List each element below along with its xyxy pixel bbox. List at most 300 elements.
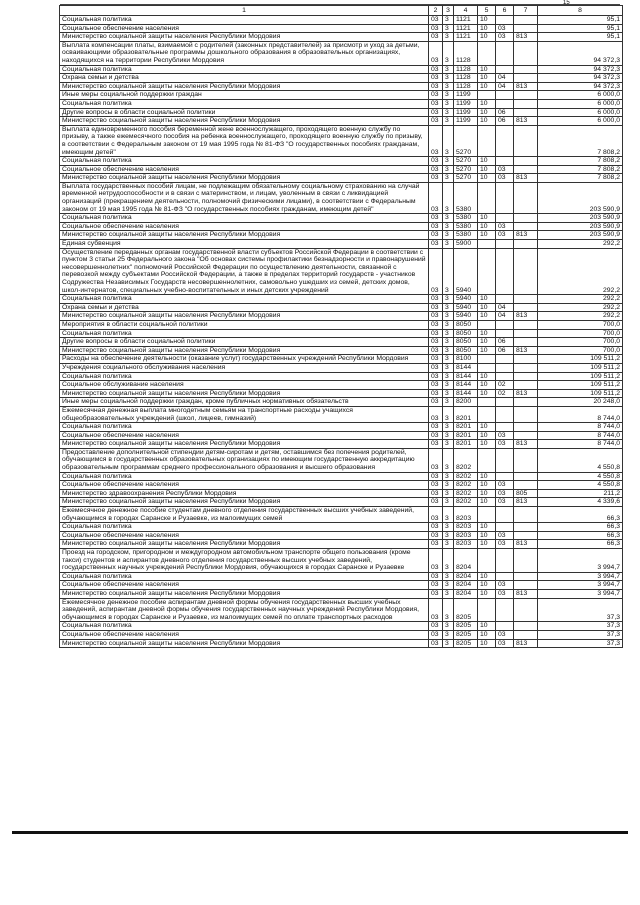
row-name-cell: Министерство социальной защиты населения Республики Мордовия: [60, 174, 429, 183]
code-cell: 03: [429, 312, 443, 321]
code-cell: 10: [478, 389, 496, 398]
code-cell: 8203: [454, 507, 478, 523]
row-name-cell: Ежемесячное денежное пособие студентам дневного отделения государственных высших учебных заведений, обучающимся в городах Саранске и Рузаевке, из малоимущих семей: [60, 507, 429, 523]
amount-cell: 37,3: [538, 630, 623, 639]
code-cell: 10: [478, 82, 496, 91]
code-cell: 5380: [454, 214, 478, 223]
code-cell: 03: [496, 498, 514, 507]
code-cell: 3: [443, 572, 454, 581]
amount-cell: 95,1: [538, 16, 623, 25]
table-row: [60, 240, 623, 249]
row-name-cell: Учреждения социального обслуживания населения: [60, 363, 429, 372]
amount-cell: 6 000,0: [538, 117, 623, 126]
code-cell: 10: [478, 489, 496, 498]
table-row: [60, 33, 623, 42]
row-name-cell: Социальное обеспечение населения: [60, 531, 429, 540]
code-cell: 5900: [454, 240, 478, 249]
code-cell: 10: [478, 312, 496, 321]
code-cell: 3: [443, 329, 454, 338]
code-cell: [496, 572, 514, 581]
code-cell: [478, 406, 496, 422]
code-cell: 04: [496, 303, 514, 312]
amount-cell: 66,3: [538, 523, 623, 532]
code-cell: 03: [429, 481, 443, 490]
code-cell: 03: [429, 24, 443, 33]
table-row: [60, 82, 623, 91]
code-cell: [496, 398, 514, 407]
row-name-cell: Социальная политика: [60, 99, 429, 108]
code-cell: [496, 372, 514, 381]
code-cell: 10: [478, 99, 496, 108]
table-row: [60, 423, 623, 432]
code-cell: [496, 523, 514, 532]
code-cell: 03: [429, 174, 443, 183]
row-name-cell: Социальная политика: [60, 622, 429, 631]
table-row: [60, 507, 623, 523]
amount-cell: 292,2: [538, 240, 623, 249]
table-row: [60, 99, 623, 108]
table-row: [60, 41, 623, 65]
code-cell: [496, 16, 514, 25]
code-cell: 10: [478, 481, 496, 490]
code-cell: [514, 125, 538, 156]
code-cell: 03: [496, 639, 514, 648]
code-cell: 8201: [454, 423, 478, 432]
code-cell: 03: [429, 572, 443, 581]
code-cell: 03: [429, 240, 443, 249]
code-cell: 3: [443, 598, 454, 622]
row-name-cell: Социальное обеспечение населения: [60, 165, 429, 174]
table-row: [60, 165, 623, 174]
code-cell: 3: [443, 639, 454, 648]
header-cell: 8: [538, 6, 623, 16]
code-cell: 3: [443, 157, 454, 166]
amount-cell: 95,1: [538, 24, 623, 33]
code-cell: 813: [514, 82, 538, 91]
code-cell: 10: [478, 572, 496, 581]
row-name-cell: Социальная политика: [60, 214, 429, 223]
row-name-cell: Социальная политика: [60, 572, 429, 581]
code-cell: 03: [496, 33, 514, 42]
code-cell: 10: [478, 65, 496, 74]
code-cell: 1199: [454, 91, 478, 100]
table-row: [60, 622, 623, 631]
table-row: [60, 481, 623, 490]
code-cell: 03: [429, 82, 443, 91]
code-cell: 813: [514, 639, 538, 648]
code-cell: 3: [443, 65, 454, 74]
row-name-cell: Социальная политика: [60, 472, 429, 481]
code-cell: 8144: [454, 381, 478, 390]
code-cell: 03: [429, 329, 443, 338]
code-cell: 8050: [454, 346, 478, 355]
row-name-cell: Министерство социальной защиты населения Республики Мордовия: [60, 231, 429, 240]
row-name-cell: Иные меры социальной поддержки граждан, кроме публичных нормативных обязательств: [60, 398, 429, 407]
code-cell: 3: [443, 108, 454, 117]
code-cell: [514, 448, 538, 472]
code-cell: [514, 581, 538, 590]
table-row: [60, 74, 623, 83]
code-cell: 10: [478, 472, 496, 481]
code-cell: [478, 398, 496, 407]
code-cell: 03: [429, 91, 443, 100]
table-row: [60, 639, 623, 648]
code-cell: 06: [496, 338, 514, 347]
code-cell: 3: [443, 622, 454, 631]
amount-cell: 203 590,9: [538, 222, 623, 231]
code-cell: 3: [443, 448, 454, 472]
code-cell: 03: [429, 423, 443, 432]
code-cell: 03: [429, 125, 443, 156]
code-cell: 8205: [454, 622, 478, 631]
amount-cell: 8 744,0: [538, 431, 623, 440]
amount-cell: 6 000,0: [538, 99, 623, 108]
code-cell: 813: [514, 389, 538, 398]
code-cell: [496, 406, 514, 422]
row-name-cell: Ежемесячная денежная выплата многодетным семьям на транспортные расходы учащихся общеобразовательных учреждений (школ, лицеев, гимназий): [60, 406, 429, 422]
code-cell: 03: [429, 295, 443, 304]
code-cell: 3: [443, 507, 454, 523]
code-cell: [514, 507, 538, 523]
row-name-cell: Министерство социальной защиты населения Республики Мордовия: [60, 540, 429, 549]
code-cell: 3: [443, 312, 454, 321]
code-cell: 03: [429, 489, 443, 498]
code-cell: 3: [443, 24, 454, 33]
table-row: [60, 581, 623, 590]
table-row: [60, 540, 623, 549]
code-cell: [496, 320, 514, 329]
row-name-cell: Министерство социальной защиты населения Республики Мордовия: [60, 589, 429, 598]
code-cell: 03: [429, 531, 443, 540]
code-cell: 3: [443, 16, 454, 25]
code-cell: 8050: [454, 329, 478, 338]
code-cell: [514, 481, 538, 490]
code-cell: [478, 448, 496, 472]
code-cell: 5270: [454, 174, 478, 183]
header-cell: 3: [443, 6, 454, 16]
code-cell: 03: [496, 540, 514, 549]
code-cell: [514, 165, 538, 174]
row-name-cell: Министерство социальной защиты населения Республики Мордовия: [60, 117, 429, 126]
row-name-cell: Министерство социальной защиты населения Республики Мордовия: [60, 312, 429, 321]
code-cell: 3: [443, 423, 454, 432]
code-cell: 8050: [454, 320, 478, 329]
code-cell: 5380: [454, 182, 478, 213]
table-row: [60, 16, 623, 25]
code-cell: 02: [496, 389, 514, 398]
code-cell: [514, 523, 538, 532]
code-cell: 03: [429, 523, 443, 532]
code-cell: 03: [429, 74, 443, 83]
amount-cell: 109 511,2: [538, 363, 623, 372]
code-cell: 10: [478, 329, 496, 338]
amount-cell: 37,3: [538, 639, 623, 648]
code-cell: [514, 91, 538, 100]
header-cell: 1: [60, 6, 429, 16]
header-cell: 5: [478, 6, 496, 16]
code-cell: [514, 572, 538, 581]
row-name-cell: Охрана семьи и детства: [60, 74, 429, 83]
code-cell: 8204: [454, 572, 478, 581]
code-cell: 03: [429, 41, 443, 65]
table-row: [60, 448, 623, 472]
row-name-cell: Единая субвенция: [60, 240, 429, 249]
code-cell: 3: [443, 381, 454, 390]
code-cell: 06: [496, 108, 514, 117]
code-cell: [514, 24, 538, 33]
code-cell: 8201: [454, 406, 478, 422]
code-cell: 3: [443, 398, 454, 407]
table-row: [60, 231, 623, 240]
table-row: [60, 174, 623, 183]
amount-cell: 6 000,0: [538, 91, 623, 100]
code-cell: 10: [478, 531, 496, 540]
code-cell: 10: [478, 346, 496, 355]
code-cell: 10: [478, 423, 496, 432]
code-cell: 10: [478, 440, 496, 449]
code-cell: [514, 472, 538, 481]
code-cell: [496, 214, 514, 223]
code-cell: 03: [429, 440, 443, 449]
code-cell: [478, 91, 496, 100]
table-row: [60, 125, 623, 156]
code-cell: [478, 549, 496, 573]
code-cell: 3: [443, 74, 454, 83]
code-cell: 10: [478, 498, 496, 507]
amount-cell: 8 744,0: [538, 440, 623, 449]
row-name-cell: Социальная политика: [60, 65, 429, 74]
code-cell: 03: [429, 320, 443, 329]
row-name-cell: Министерство социальной защиты населения Республики Мордовия: [60, 346, 429, 355]
table-row: [60, 589, 623, 598]
amount-cell: 3 994,7: [538, 581, 623, 590]
code-cell: 10: [478, 214, 496, 223]
code-cell: [496, 295, 514, 304]
code-cell: [514, 303, 538, 312]
code-cell: 813: [514, 498, 538, 507]
table-row: [60, 472, 623, 481]
amount-cell: 292,2: [538, 312, 623, 321]
code-cell: 03: [429, 99, 443, 108]
amount-cell: 8 744,0: [538, 406, 623, 422]
code-cell: 06: [496, 117, 514, 126]
amount-cell: 7 808,2: [538, 157, 623, 166]
table-row: [60, 363, 623, 372]
row-name-cell: Другие вопросы в области социальной политики: [60, 338, 429, 347]
code-cell: 03: [496, 165, 514, 174]
code-cell: [478, 507, 496, 523]
code-cell: 10: [478, 372, 496, 381]
code-cell: 03: [429, 346, 443, 355]
table-row: [60, 489, 623, 498]
code-cell: 1121: [454, 24, 478, 33]
code-cell: 3: [443, 346, 454, 355]
code-cell: [496, 182, 514, 213]
code-cell: 03: [429, 431, 443, 440]
code-cell: 03: [429, 165, 443, 174]
code-cell: 10: [478, 295, 496, 304]
code-cell: 1199: [454, 99, 478, 108]
amount-cell: 211,2: [538, 489, 623, 498]
code-cell: 10: [478, 630, 496, 639]
code-cell: 10: [478, 165, 496, 174]
row-name-cell: Социальная политика: [60, 523, 429, 532]
code-cell: 03: [429, 303, 443, 312]
code-cell: 813: [514, 540, 538, 549]
code-cell: [514, 372, 538, 381]
code-cell: 3: [443, 248, 454, 295]
row-name-cell: Социальная политика: [60, 329, 429, 338]
code-cell: [496, 248, 514, 295]
code-cell: 5940: [454, 248, 478, 295]
amount-cell: 66,3: [538, 507, 623, 523]
code-cell: [478, 598, 496, 622]
amount-cell: 700,0: [538, 329, 623, 338]
code-cell: 3: [443, 338, 454, 347]
row-name-cell: Социальное обеспечение населения: [60, 581, 429, 590]
code-cell: 10: [478, 622, 496, 631]
code-cell: [496, 41, 514, 65]
code-cell: 8144: [454, 389, 478, 398]
row-name-cell: Социальная политика: [60, 16, 429, 25]
row-name-cell: Другие вопросы в области социальной политики: [60, 108, 429, 117]
code-cell: 3: [443, 355, 454, 364]
code-cell: 03: [429, 248, 443, 295]
code-cell: 03: [496, 589, 514, 598]
code-cell: 03: [429, 16, 443, 25]
budget-table: [59, 5, 623, 648]
table-row: [60, 329, 623, 338]
code-cell: 03: [496, 531, 514, 540]
code-cell: [514, 622, 538, 631]
code-cell: 03: [429, 540, 443, 549]
code-cell: 3: [443, 231, 454, 240]
code-cell: [514, 41, 538, 65]
amount-cell: 6 000,0: [538, 108, 623, 117]
code-cell: 03: [496, 581, 514, 590]
code-cell: 1128: [454, 74, 478, 83]
table-row: [60, 222, 623, 231]
code-cell: 03: [496, 630, 514, 639]
amount-cell: 37,3: [538, 598, 623, 622]
code-cell: 5940: [454, 303, 478, 312]
code-cell: [514, 398, 538, 407]
code-cell: 10: [478, 33, 496, 42]
code-cell: 5380: [454, 231, 478, 240]
code-cell: [514, 99, 538, 108]
code-cell: 5940: [454, 295, 478, 304]
code-cell: 3: [443, 91, 454, 100]
amount-cell: 94 372,3: [538, 82, 623, 91]
header-cell: 7: [514, 6, 538, 16]
code-cell: 3: [443, 372, 454, 381]
header-row: [60, 6, 623, 16]
code-cell: 10: [478, 174, 496, 183]
code-cell: 3: [443, 531, 454, 540]
code-cell: 03: [429, 65, 443, 74]
table-body: [60, 16, 623, 648]
code-cell: 8202: [454, 498, 478, 507]
code-cell: 03: [429, 117, 443, 126]
code-cell: 1128: [454, 82, 478, 91]
amount-cell: 4 550,8: [538, 481, 623, 490]
code-cell: [514, 329, 538, 338]
table-row: [60, 431, 623, 440]
code-cell: 10: [478, 231, 496, 240]
row-name-cell: Министерство социальной защиты населения Республики Мордовия: [60, 33, 429, 42]
table-row: [60, 338, 623, 347]
code-cell: 1121: [454, 33, 478, 42]
amount-cell: 700,0: [538, 320, 623, 329]
table-row: [60, 320, 623, 329]
code-cell: 10: [478, 523, 496, 532]
code-cell: 813: [514, 174, 538, 183]
amount-cell: 94 372,3: [538, 65, 623, 74]
header-cell: 4: [454, 6, 478, 16]
code-cell: [514, 338, 538, 347]
code-cell: 03: [496, 481, 514, 490]
amount-cell: 203 590,9: [538, 214, 623, 223]
row-name-cell: Министерство социальной защиты населения Республики Мордовия: [60, 498, 429, 507]
bottom-rule: [12, 831, 628, 834]
code-cell: 03: [429, 448, 443, 472]
code-cell: 5270: [454, 165, 478, 174]
code-cell: [514, 406, 538, 422]
amount-cell: 4 339,6: [538, 498, 623, 507]
amount-cell: 3 994,7: [538, 572, 623, 581]
row-name-cell: Предоставление дополнительной стипендии детям-сиротам и детям, оставшимся без попечения родителей, обучающимся в государственных образовательных организациях по имеющим государственную аккредитацию образовательным программам среднего профессионального образования и высшего образования: [60, 448, 429, 472]
code-cell: 03: [429, 355, 443, 364]
code-cell: 8203: [454, 531, 478, 540]
code-cell: 02: [496, 381, 514, 390]
code-cell: [514, 549, 538, 573]
code-cell: 10: [478, 24, 496, 33]
table-row: [60, 248, 623, 295]
code-cell: 03: [496, 440, 514, 449]
code-cell: [514, 431, 538, 440]
code-cell: [514, 295, 538, 304]
code-cell: [496, 355, 514, 364]
code-cell: 3: [443, 630, 454, 639]
code-cell: 3: [443, 363, 454, 372]
code-cell: 03: [429, 406, 443, 422]
code-cell: [496, 91, 514, 100]
row-name-cell: Министерство социальной защиты населения Республики Мордовия: [60, 639, 429, 648]
code-cell: 8202: [454, 481, 478, 490]
code-cell: 3: [443, 489, 454, 498]
code-cell: 03: [496, 24, 514, 33]
code-cell: 03: [429, 589, 443, 598]
code-cell: 3: [443, 33, 454, 42]
code-cell: [478, 41, 496, 65]
code-cell: [514, 74, 538, 83]
code-cell: [514, 157, 538, 166]
row-name-cell: Осуществление переданных органам государственной власти субъектов Российской Федерации в соответствии с пунктом 3 статьи 25 Федерального закона "Об основах системы профилактики безнадзорности и правонарушений несовершеннолетних" полномочий Российской Федерации по осуществлению деятельности, связанной с перевозкой между субъектами Российской Федерации, а также в пределах территорий государств - участников Содружества Независимых Государств несовершеннолетних, самовольно ушедших из семей, детских домов, школ-интернатов, специальных учебно-воспитательных и иных детских учреждений: [60, 248, 429, 295]
code-cell: [496, 125, 514, 156]
code-cell: 8201: [454, 440, 478, 449]
code-cell: 3: [443, 581, 454, 590]
code-cell: [514, 65, 538, 74]
table-row: [60, 531, 623, 540]
code-cell: 03: [496, 489, 514, 498]
code-cell: [514, 182, 538, 213]
code-cell: [514, 423, 538, 432]
code-cell: 1199: [454, 117, 478, 126]
code-cell: 10: [478, 16, 496, 25]
code-cell: [478, 182, 496, 213]
amount-cell: 37,3: [538, 622, 623, 631]
table-row: [60, 598, 623, 622]
